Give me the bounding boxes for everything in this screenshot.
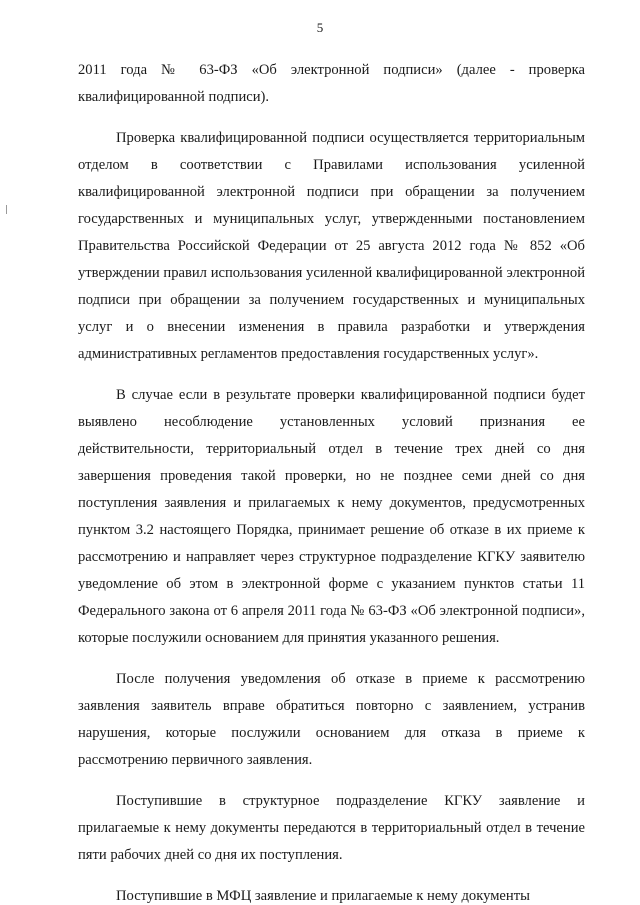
paragraph-continuation: 2011 года № 63-ФЗ «Об электронной подписи» (далее - проверка квалифицированной подписи). [78, 62, 585, 105]
paragraph-mfc-documents: Поступившие в МФЦ заявление и прилагаемые к нему документы [116, 888, 530, 904]
margin-mark [6, 205, 7, 214]
page-number: 5 [316, 20, 324, 35]
paragraph-signature-verification: Проверка квалифицированной подписи осуществляется территориальным отделом в соответствии с Правилами использования усиленной квалифицированной электронной подписи при обращении за получением государственных и муниципальных услуг, утвержденными постановлением Правительства Российской Федерации от 25 августа 2012 года № 852 «Об утверждении правил использования усиленной квалифицированной электронной подписи при обращении за получением государственных и муниципальных услуг и о внесении изменения в правила разработки и утверждения административных регламентов предоставления государственных услуг». [78, 130, 585, 362]
document-body [78, 57, 585, 905]
paragraph-repeat-application: После получения уведомления об отказе в приеме к рассмотрению заявления заявитель вправе обратиться повторно с заявлением, устранив нарушения, которые послужили основанием для отказа в приеме к рассмотрению первичного заявления. [78, 671, 585, 768]
paragraph-transfer-to-department: Поступившие в структурное подразделение КГКУ заявление и прилагаемые к нему документы передаются в территориальный отдел в течение пяти рабочих дней со дня их поступления. [78, 793, 585, 863]
paragraph-verification-failure: В случае если в результате проверки квалифицированной подписи будет выявлено несоблюдение установленных условий признания ее действительности, территориальный отдел в течение трех дней со дня завершения проведения такой проверки, но не позднее семи дней со дня поступления заявления и прилагаемых к нему документов, предусмотренных пунктом 3.2 настоящего Порядка, принимает решение об отказе в их приеме к рассмотрению и направляет через структурное подразделение КГКУ заявителю уведомление об этом в электронной форме с указанием пунктов статьи 11 Федерального закона от 6 апреля 2011 года № 63-ФЗ «Об электронной подписи», которые послужили основанием для принятия указанного решения. [78, 387, 585, 646]
